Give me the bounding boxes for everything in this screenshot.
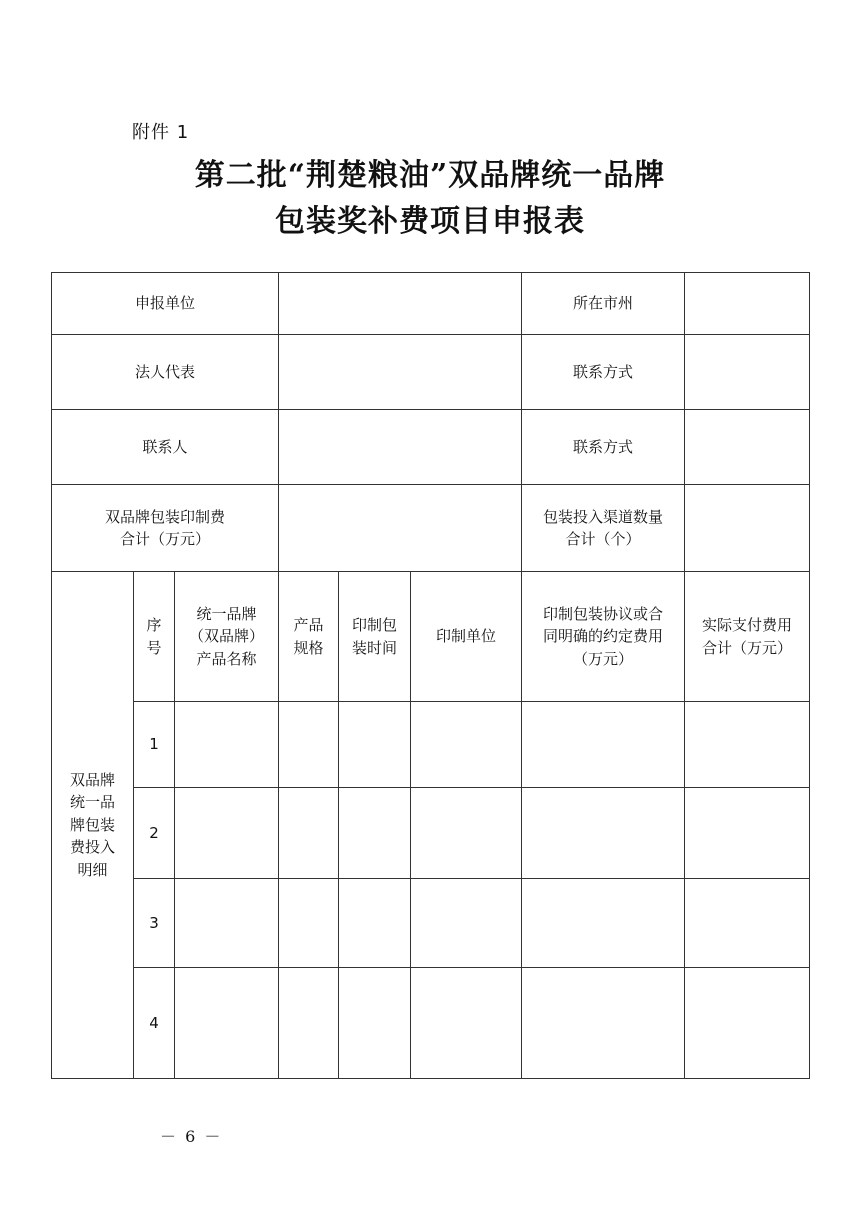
legal-rep-field[interactable] [279,335,522,410]
page-number: － 6 － [160,1127,223,1146]
header-product-name-line: 统一品牌 [196,604,257,623]
form-row-applicant [52,273,810,335]
header-product-name-line: 产品名称 [196,649,257,668]
header-print-time-line: 印制包 [352,616,398,634]
row-number: 3 [134,879,175,968]
channel-count-total-field[interactable] [685,485,810,572]
header-print-time-line: 装时间 [352,638,398,657]
header-agreed-cost [522,572,685,702]
side-label-line: 费投入 [69,838,115,857]
city-field[interactable] [685,273,810,335]
cell-print-unit[interactable] [411,879,522,968]
legal-rep-label: 法人代表 [52,335,279,410]
print-cost-total-field[interactable] [279,485,522,572]
form-row-contact-person [52,410,810,485]
cell-actual-cost[interactable] [685,968,810,1079]
cell-print-time[interactable] [339,702,411,788]
cell-spec[interactable] [279,879,339,968]
side-label-line: 双品牌 [69,770,115,789]
channel-count-total-label [522,485,685,572]
cell-product-name[interactable] [175,702,279,788]
cell-agreed-cost[interactable] [522,968,685,1079]
cell-actual-cost[interactable] [685,702,810,788]
header-print-time [339,572,411,702]
header-print-unit: 印制单位 [411,572,522,702]
contact-person-label: 联系人 [52,410,279,485]
header-spec [279,572,339,702]
cell-print-unit[interactable] [411,788,522,879]
applicant-unit-label: 申报单位 [52,273,279,335]
header-seq [134,572,175,702]
row-number: 4 [134,968,175,1079]
header-product-name [175,572,279,702]
applicant-unit-field[interactable] [279,273,522,335]
row-number: 2 [134,788,175,879]
cell-spec[interactable] [279,702,339,788]
print-cost-label-line-2: 合计（万元） [120,530,211,548]
channel-count-label-line-2: 合计（个） [565,530,641,548]
cell-print-unit[interactable] [411,968,522,1079]
header-actual-cost [685,572,810,702]
cell-print-time[interactable] [339,788,411,879]
header-actual-cost-line: 实际支付费用 [702,616,793,634]
cell-agreed-cost[interactable] [522,702,685,788]
header-spec-line: 产品 [293,616,324,634]
channel-count-label-line-1: 包装投入渠道数量 [543,507,664,526]
attachment-label: 附件 1 [132,122,190,143]
cell-actual-cost[interactable] [685,788,810,879]
cell-product-name[interactable] [175,788,279,879]
cell-spec[interactable] [279,788,339,879]
print-cost-total-label [52,485,279,572]
form-row-legal-rep [52,335,810,410]
header-seq-line: 号 [146,638,162,657]
print-cost-label-line-1: 双品牌包装印制费 [105,507,226,526]
cell-print-time[interactable] [339,879,411,968]
contact-method-2-label: 联系方式 [522,410,685,485]
form-title-line-2: 包装奖补费项目申报表 [275,204,585,239]
cell-spec[interactable] [279,968,339,1079]
row-number: 1 [134,702,175,788]
cell-actual-cost[interactable] [685,879,810,968]
side-label-line: 明细 [77,860,108,879]
header-agreed-cost-line: 同明确的约定费用 [543,627,664,646]
city-label: 所在市州 [522,273,685,335]
header-agreed-cost-line: （万元） [573,649,634,668]
cell-product-name[interactable] [175,879,279,968]
cell-agreed-cost[interactable] [522,788,685,879]
contact-method-2-field[interactable] [685,410,810,485]
contact-method-1-field[interactable] [685,335,810,410]
header-agreed-cost-line: 印制包装协议或合 [543,604,664,623]
header-product-name-line: （双品牌） [189,627,265,646]
side-label-line: 统一品 [69,793,115,812]
side-label-line: 牌包装 [69,815,115,834]
header-seq-line: 序 [146,616,162,634]
header-actual-cost-line: 合计（万元） [702,638,793,657]
detail-row [52,788,810,879]
cell-agreed-cost[interactable] [522,879,685,968]
contact-person-field[interactable] [279,410,522,485]
cell-product-name[interactable] [175,968,279,1079]
header-spec-line: 规格 [293,638,324,657]
detail-row [52,879,810,968]
detail-header-row [52,572,810,702]
form-title-line-1: 第二批“荆楚粮油”双品牌统一品牌 [194,158,666,193]
detail-row [52,968,810,1079]
contact-method-1-label: 联系方式 [522,335,685,410]
cell-print-unit[interactable] [411,702,522,788]
detail-row [52,702,810,788]
detail-section-label [52,572,134,1079]
form-row-totals [52,485,810,572]
cell-print-time[interactable] [339,968,411,1079]
application-form-table [51,272,810,1079]
